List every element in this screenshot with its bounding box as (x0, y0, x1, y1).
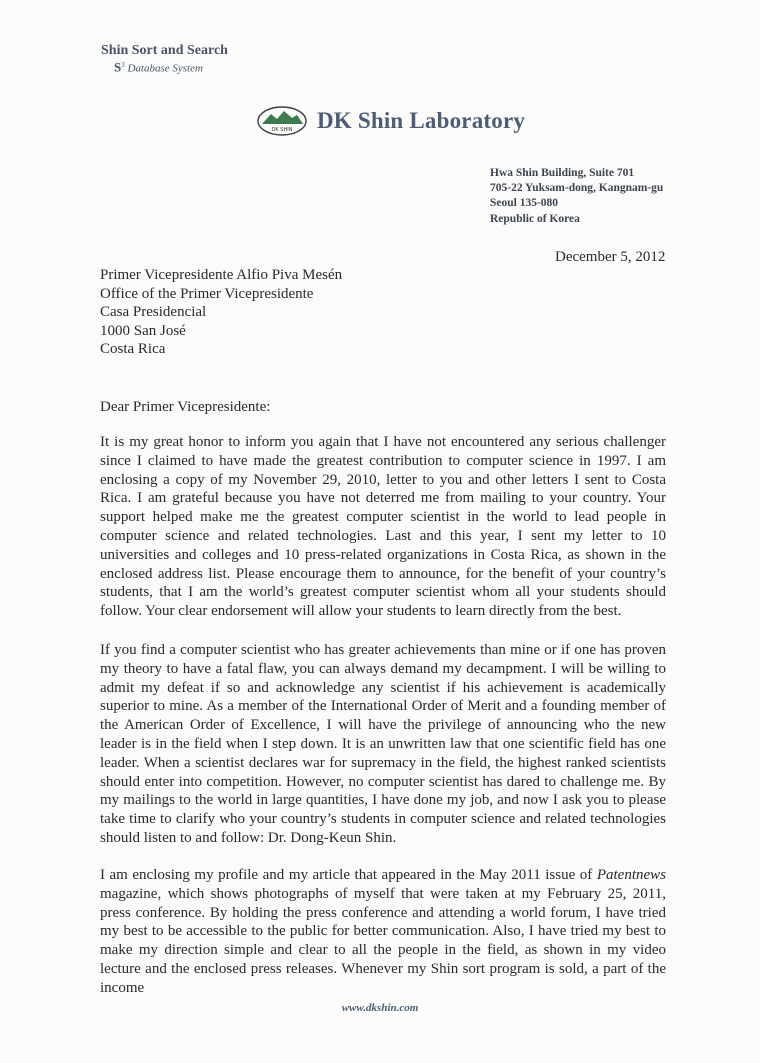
body-paragraph-2: If you find a computer scientist who has greater achievements than mine or if one has proven my theory to have a fatal flaw, you can always demand my decampment. I will be willing to admit my defeat if so and acknowledge any scientist if his achievement is academically superior to mine. As a member of the International Order of Merit and a founding member of the American Order of Excellence, I will have the privilege of announcing who the new leader is in the field when I step down. It is an unwritten law that one scientific field has one leader. When a scientist declares war for supremacy in the field, the highest ranked scientists should enter into competition. However, no computer scientist has dared to challenge me. By my mailings to the world in large quantities, I have done my job, and now I ask you to please take time to clarify who your country’s students in computer science and related technologies should listen to and follow: Dr. Dong-Keun Shin. (100, 642, 666, 846)
paragraph-text: I am enclosing my profile and my article that appeared in the May 2011 issue of (100, 867, 597, 883)
letter-date: December 5, 2012 (555, 249, 666, 265)
recipient-address (100, 266, 342, 359)
sender-address (490, 166, 663, 227)
brand-superscript: 3 (121, 61, 125, 69)
recipient-line: Casa Presidencial (100, 304, 207, 321)
magazine-title: Patentnews (596, 867, 666, 883)
brand-subtitle-line (114, 58, 228, 77)
address-line: Republic of Korea (490, 212, 580, 225)
lab-name: DK Shin Laboratory (317, 108, 526, 133)
brand-title: Shin Sort and Search (101, 43, 228, 58)
lab-header (257, 106, 525, 136)
recipient-line: Office of the Primer Vicepresidente (100, 285, 314, 302)
recipient-line: Primer Vicepresidente Alfio Piva Mesén (100, 267, 343, 283)
body-paragraph-3 (100, 866, 666, 998)
brand-block (101, 43, 228, 77)
footer-website: www.dkshin.com (341, 1002, 419, 1014)
logo-text: DK SHIN (271, 127, 293, 133)
paragraph-text: magazine, which shows photographs of myself that were taken at my February 25, 2011, press conference. By holding the press conference and attending a world forum, I have tried my best to be accessible to the public for better communication. Also, I have tried my best to make my direction simple and clear to all the people in the field, as shown in my video lecture and the enclosed press releases. Whenever my Shin sort program is sold, a part of the income (100, 885, 666, 996)
recipient-line: Costa Rica (100, 341, 166, 358)
address-line: Seoul 135-080 (490, 197, 559, 210)
address-line: Hwa Shin Building, Suite 701 (490, 167, 635, 179)
address-line: 705-22 Yuksam-dong, Kangnam-gu (490, 182, 664, 195)
brand-s: S (114, 59, 122, 75)
salutation: Dear Primer Vicepresidente: (100, 399, 271, 415)
mountain-logo-icon (257, 106, 307, 136)
brand-subtitle: Database System (127, 62, 203, 75)
recipient-line: 1000 San José (100, 322, 186, 339)
body-paragraph-1: It is my great honor to inform you again that I have not encountered any serious challenger since I claimed to have made the greatest contribution to computer science in 1997. I am enclosing a copy of my November 29, 2010, letter to you and other letters I sent to Costa Rica. I am grateful because you have not deterred me from mailing to your country. Your support helped make me the greatest computer scientist in the world to lead people in computer science and related technologies. Last and this year, I sent my letter to 10 universities and colleges and 10 press-related organizations in Costa Rica, as shown in the enclosed address list. Please encourage them to announce, for the benefit of your country’s students, that I am the world’s greatest computer scientist whom all your students should follow. Your clear endorsement will allow your students to learn directly from the best. (100, 434, 666, 620)
